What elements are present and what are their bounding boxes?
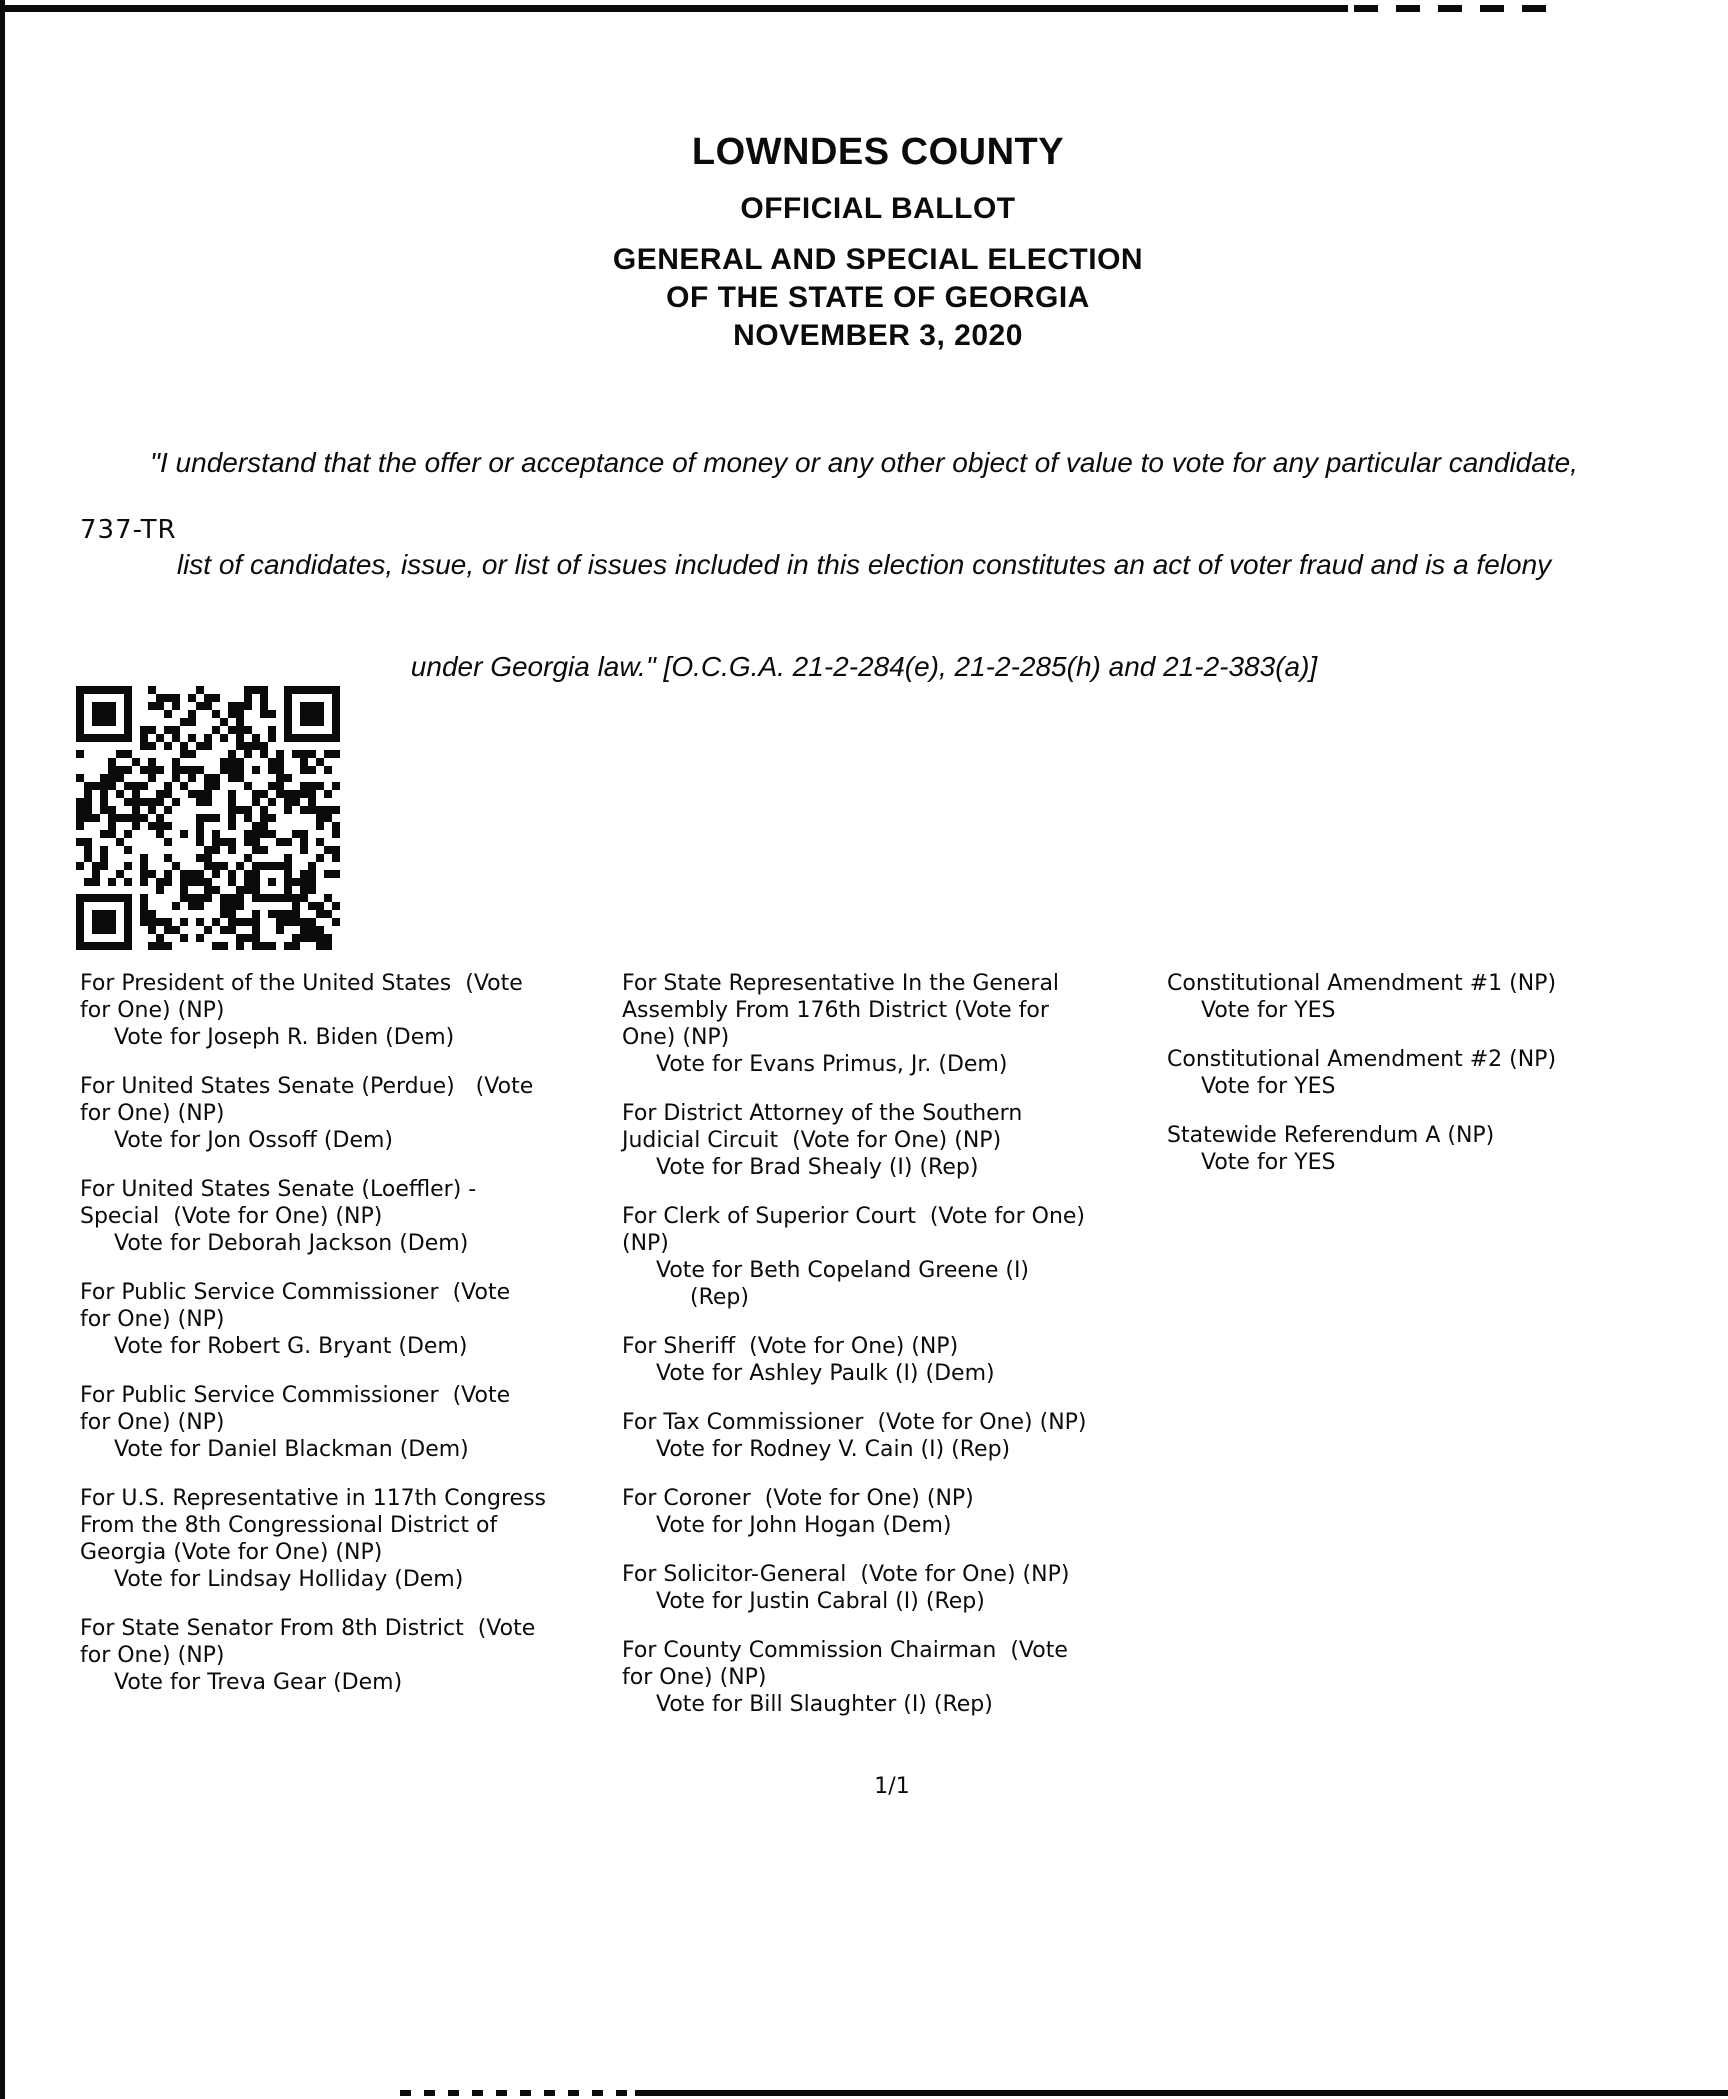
contest: [1167, 1122, 1647, 1176]
contest-office-line: For Solicitor-General (Vote for One) (NP): [622, 1562, 1070, 1587]
ballot-style-code: 737-TR: [80, 515, 177, 545]
fraud-notice-line: list of candidates, issue, or list of issues included in this election constitutes an act of voter fraud and is a felony: [176, 549, 1552, 580]
ballot-column-3: [1167, 970, 1647, 1198]
contest-vote-selection: Vote for Brad Shealy (I) (Rep): [656, 1155, 979, 1180]
contest-office-line: For U.S. Representative in 117th Congress: [80, 1486, 546, 1511]
contest-office-line: for One) (NP): [80, 1101, 225, 1126]
bottom-border-dashes: [400, 2090, 635, 2096]
contest: [1167, 970, 1647, 1024]
contest: [80, 1176, 625, 1257]
bottom-border-line: [635, 2090, 1728, 2096]
contest-office-line: From the 8th Congressional District of: [80, 1513, 498, 1538]
contest-office-line: For Public Service Commissioner (Vote: [80, 1383, 511, 1408]
contest-vote-selection: Vote for Bill Slaughter (I) (Rep): [656, 1692, 993, 1717]
contest-office-line: for One) (NP): [80, 1410, 225, 1435]
contest-office-line: for One) (NP): [80, 1307, 225, 1332]
contest: [622, 1637, 1170, 1718]
contest-vote-selection: Vote for Joseph R. Biden (Dem): [114, 1025, 455, 1050]
contest-office-line: For Public Service Commissioner (Vote: [80, 1280, 511, 1305]
ballot-column-2: [622, 970, 1170, 1740]
ballot-column-1: [80, 970, 625, 1718]
contest-vote-selection: Vote for Justin Cabral (I) (Rep): [656, 1589, 985, 1614]
contest-office-line: Special (Vote for One) (NP): [80, 1204, 383, 1229]
contest-office-line: For Clerk of Superior Court (Vote for One): [622, 1204, 1085, 1229]
contest-office-line: Constitutional Amendment #2 (NP): [1167, 1047, 1557, 1072]
election-date: NOVEMBER 3, 2020: [733, 319, 1023, 352]
contest: [80, 1279, 625, 1360]
contest-office-line: Constitutional Amendment #1 (NP): [1167, 971, 1557, 996]
contest-vote-selection: Vote for YES: [1201, 1074, 1336, 1099]
contest: [80, 1615, 625, 1696]
contest-vote-selection: Vote for Ashley Paulk (I) (Dem): [656, 1361, 995, 1386]
contest-office-line: for One) (NP): [80, 998, 225, 1023]
contest-office-line: For President of the United States (Vote: [80, 971, 523, 996]
contest: [1167, 1046, 1647, 1100]
contest-vote-selection: Vote for Evans Primus, Jr. (Dem): [656, 1052, 1008, 1077]
contest-vote-selection: (Rep): [690, 1285, 749, 1310]
contest-vote-selection: Vote for John Hogan (Dem): [656, 1513, 952, 1538]
contest-office-line: for One) (NP): [80, 1643, 225, 1668]
contest-vote-selection: Vote for Robert G. Bryant (Dem): [114, 1334, 468, 1359]
contest: [80, 1382, 625, 1463]
contest-office-line: One) (NP): [622, 1025, 730, 1050]
ballot-type-title: OFFICIAL BALLOT: [740, 192, 1016, 225]
contest: [80, 970, 625, 1051]
contest-office-line: for One) (NP): [622, 1665, 767, 1690]
contest-vote-selection: Vote for Rodney V. Cain (I) (Rep): [656, 1437, 1011, 1462]
contest-office-line: For District Attorney of the Southern: [622, 1101, 1023, 1126]
qr-code: [76, 686, 340, 950]
fraud-notice-line: under Georgia law." [O.C.G.A. 21-2-284(e), 21-2-285(h) and 21-2-383(a)]: [410, 651, 1318, 682]
page-number: 1/1: [874, 1774, 910, 1799]
election-name-line2: OF THE STATE OF GEORGIA: [666, 281, 1090, 314]
contest: [622, 1333, 1170, 1387]
left-border-line: [0, 0, 5, 2099]
contest: [622, 1409, 1170, 1463]
contest-vote-selection: Vote for Treva Gear (Dem): [114, 1670, 403, 1695]
contest-office-line: For Coroner (Vote for One) (NP): [622, 1486, 974, 1511]
contest: [622, 1485, 1170, 1539]
contest: [80, 1485, 625, 1593]
contest: [622, 970, 1170, 1078]
contest-vote-selection: Vote for Beth Copeland Greene (I): [656, 1258, 1030, 1283]
contest: [80, 1073, 625, 1154]
contest-office-line: For Tax Commissioner (Vote for One) (NP): [622, 1410, 1087, 1435]
contest-vote-selection: Vote for Lindsay Holliday (Dem): [114, 1567, 464, 1592]
contest-office-line: Statewide Referendum A (NP): [1167, 1123, 1495, 1148]
contest: [622, 1203, 1170, 1311]
contest-office-line: For State Representative In the General: [622, 971, 1060, 996]
county-title: LOWNDES COUNTY: [691, 131, 1065, 173]
contest-office-line: For Sheriff (Vote for One) (NP): [622, 1334, 959, 1359]
election-name-line1: GENERAL AND SPECIAL ELECTION: [612, 243, 1144, 276]
contest-vote-selection: Vote for Deborah Jackson (Dem): [114, 1231, 469, 1256]
contest-vote-selection: Vote for Jon Ossoff (Dem): [114, 1128, 394, 1153]
top-border-dashes: [1354, 5, 1564, 12]
contest-office-line: (NP): [622, 1231, 669, 1256]
contest: [622, 1100, 1170, 1181]
contest-vote-selection: Vote for Daniel Blackman (Dem): [114, 1437, 469, 1462]
contest-office-line: Assembly From 176th District (Vote for: [622, 998, 1049, 1023]
contest-vote-selection: Vote for YES: [1201, 998, 1336, 1023]
contest-office-line: For United States Senate (Loeffler) -: [80, 1177, 477, 1202]
fraud-notice-line: "I understand that the offer or acceptance of money or any other object of value to vote for any particular candidate,: [150, 447, 1578, 478]
contest-office-line: For State Senator From 8th District (Vote: [80, 1616, 536, 1641]
contest-office-line: For United States Senate (Perdue) (Vote: [80, 1074, 534, 1099]
top-border-line: [0, 5, 1348, 12]
contest-office-line: For County Commission Chairman (Vote: [622, 1638, 1068, 1663]
contest-office-line: Georgia (Vote for One) (NP): [80, 1540, 383, 1565]
contest: [622, 1561, 1170, 1615]
contest-vote-selection: Vote for YES: [1201, 1150, 1336, 1175]
contest-office-line: Judicial Circuit (Vote for One) (NP): [622, 1128, 1002, 1153]
